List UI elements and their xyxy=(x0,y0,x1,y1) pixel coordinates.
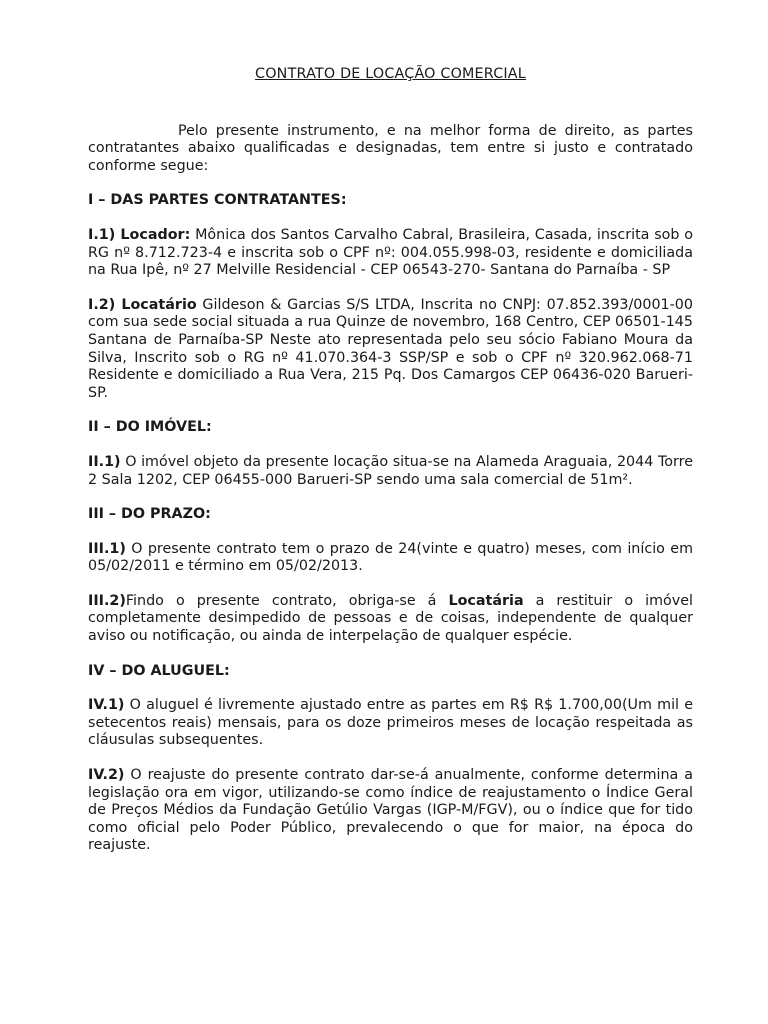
section-heading-prazo: III – DO PRAZO: xyxy=(88,506,211,523)
clause-iii1-label: III.1) xyxy=(88,540,126,557)
clause-i2-label: I.2) Locatário xyxy=(88,296,197,313)
section-heading-aluguel: IV – DO ALUGUEL: xyxy=(88,662,230,679)
clause-iii2-text-a: Findo o presente contrato, obriga-se á xyxy=(125,592,449,609)
clause-ii1 xyxy=(88,454,693,489)
clause-iv2 xyxy=(88,767,693,855)
clause-iv1-label: IV.1) xyxy=(88,697,125,714)
clause-i2-text: Gildeson & Garcias S/S LTDA, Inscrita no CNPJ: 07.852.393/0001-00 com sua sede social situada a rua Quinze de novembro, 168 Centro, CEP 06501-145 Santana de Parnaíba-SP Neste ato representada pelo seu sócio Fabiano Moura da Silva, Inscrito sob o RG nº 41.070.364-3 SSP/SP e sob o CPF nº 320.962.068-71 Residente e domiciliado a Rua Vera, 215 Pq. Dos Camargos CEP 06436-020 Barueri-SP. xyxy=(88,296,694,401)
clause-iii2 xyxy=(88,593,693,646)
clause-iii2-bold-term: Locatária xyxy=(448,592,524,609)
clause-i1-label: I.1) Locador: xyxy=(88,226,191,243)
section-heading-partes: I – DAS PARTES CONTRATANTES: xyxy=(88,192,347,209)
clause-iii2-text-b: a restituir o imóvel completamente desimpedido de pessoas e de coisas, independente de qualquer aviso ou notificação, ou ainda de interpelação de qualquer espécie. xyxy=(88,592,693,645)
clause-iii1-text: O presente contrato tem o prazo de 24(vinte e quatro) meses, com início em 05/02/2011 e término em 05/02/2013. xyxy=(88,540,693,575)
clause-iv2-text: O reajuste do presente contrato dar-se-á anualmente, conforme determina a legislação ora em vigor, utilizando-se como índice de reajustamento o Índice Geral de Preços Médios da Fundação Getúlio Vargas (IGP-M/FGV), ou o índice que for tido como oficial pelo Poder Público, prevalecendo o que for maior, na época do reajuste. xyxy=(88,767,693,854)
clause-i2 xyxy=(88,297,693,403)
clause-iv1-text: O aluguel é livremente ajustado entre as partes em R$ R$ 1.700,00(Um mil e setecentos reais) mensais, para os doze primeiros meses de locação respeitada as cláusulas subsequentes. xyxy=(88,697,693,749)
intro-paragraph: Pelo presente instrumento, e na melhor forma de direito, as partes contratantes abaixo qualificadas e designadas, tem entre si justo e contratado conforme segue: xyxy=(88,122,693,174)
clause-iv2-label: IV.2) xyxy=(88,767,125,784)
document-title: CONTRATO DE LOCAÇÃO COMERCIAL xyxy=(255,66,526,82)
clause-ii1-text: O imóvel objeto da presente locação situa-se na Alameda Araguaia, 2044 Torre 2 Sala 1202, CEP 06455-000 Barueri-SP sendo uma sala comercial de 51m². xyxy=(88,453,693,488)
clause-iii1 xyxy=(88,541,693,576)
document-page xyxy=(88,66,693,872)
clause-iv1 xyxy=(88,697,693,750)
clause-iii2-label: III.2) xyxy=(88,592,126,609)
clause-ii1-label: II.1) xyxy=(88,453,121,470)
section-heading-imovel: II – DO IMÓVEL: xyxy=(88,419,212,436)
clause-i1-text: Mônica dos Santos Carvalho Cabral, Brasileira, Casada, inscrita sob o RG nº 8.712.723-4 e inscrita sob o CPF nº: 004.055.998-03, residente e domiciliada na Rua Ipê, nº 27 Melville Residencial - CEP 06543-270- Santana do Parnaíba - SP xyxy=(88,226,693,279)
clause-i1 xyxy=(88,227,693,280)
